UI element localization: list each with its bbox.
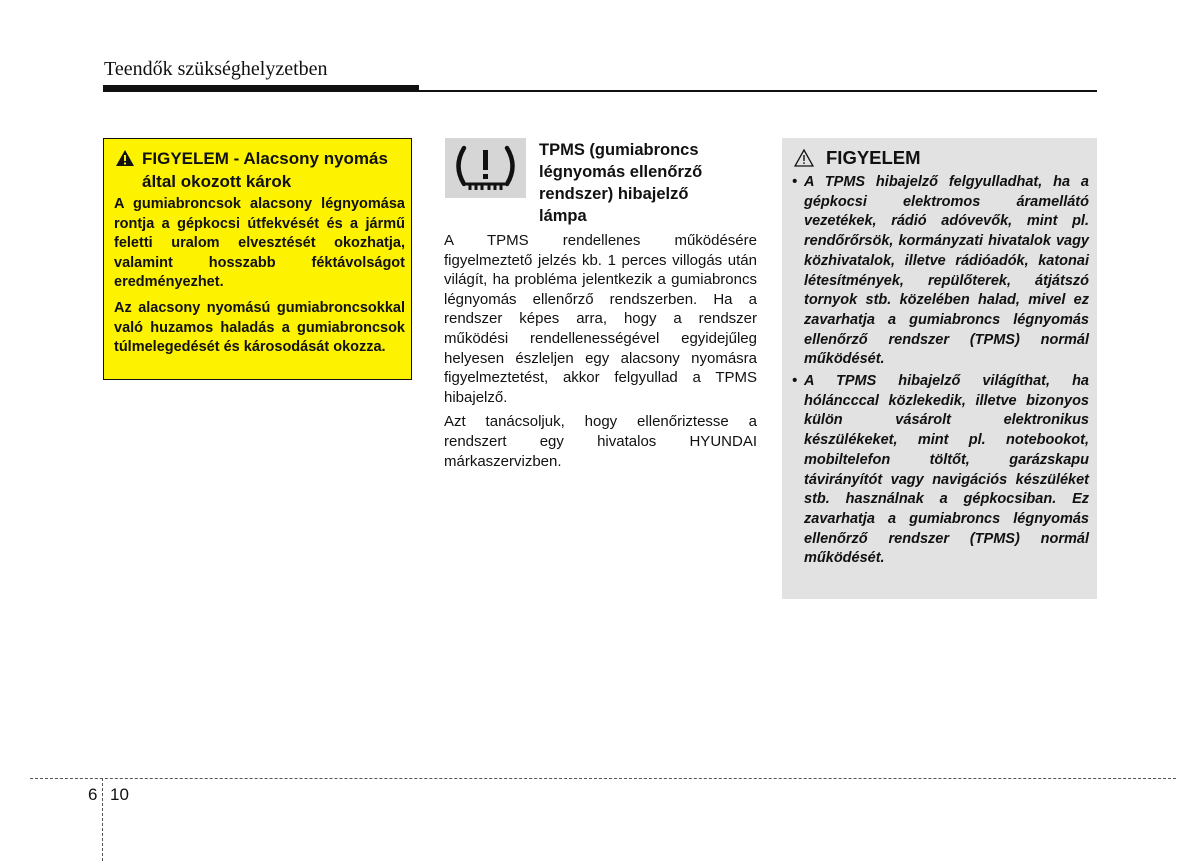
warning-paragraph: Az alacsony nyomású gumiabroncsokkal való huzamos haladás a gumiabroncsok túlmelegedését és károsodását okozza.: [114, 299, 405, 356]
chapter-number: 6: [88, 785, 98, 804]
warning-paragraph: A gumiabroncsok alacsony légnyomása rontja a gépkocsi útfekvését és a jármű feletti uralom elvesztését okozhatja, valamint hosszabb féktávolságot eredményezhet.: [114, 196, 405, 291]
warning-triangle-outline-icon: [794, 149, 814, 167]
page-number: 10: [110, 785, 129, 804]
warning-title: FIGYELEM: [826, 147, 921, 168]
list-item-text: A TPMS hibajelző felgyulladhat, ha a gépkocsi elektromos áramellátó vezetékek, rádió adóvevők, mint pl. rendőrőrsök, kormányzati hivatalok vagy közhivatalok, illetve rádióadók, katonai létesítmények, repülőterek, átjátszó tornyok stb. közelében halad, mivel ez zavarhatja a gumiabroncs légnyomás ellenőrző rendszer (TPMS) normál működését.: [804, 174, 1089, 368]
page-header-title: Teendők szükséghelyzetben: [104, 58, 328, 80]
warning-triangle-icon: [116, 150, 134, 166]
warning-title: [142, 147, 405, 193]
footer-dashed-rule: [30, 778, 1176, 779]
warning-box-low-pressure: [103, 138, 412, 380]
tpms-lamp-body: [444, 231, 757, 476]
bullet: •: [792, 174, 798, 190]
tpms-lamp-heading: TPMS (gumiabroncs légnyomás ellenőrző rendszer) hibajelző lámpa: [539, 141, 703, 225]
warning-box-header: [114, 147, 405, 193]
body-paragraph: A TPMS rendellenes működésére figyelmeztető jelzés kb. 1 perces villogás után világít, ha probléma jelentkezik a gumiabroncs légnyomás ellenőrző rendszerben. Ha a rendszer képes arra, hogy a rendszer működési rendellenességével egyidejűleg helyesen észleljen egy alacsony nyomásra figyelmeztetést, akkor felgyullad a TPMS hibajelző.: [444, 232, 757, 406]
warning-box-header: [792, 146, 1089, 170]
warning-box-tpms-interference: [782, 138, 1097, 599]
header-rule-thin: [419, 90, 1097, 92]
footer-dashed-divider: [102, 778, 103, 861]
tire-pressure-warning-icon: [445, 138, 526, 198]
list-item-text: A TPMS hibajelző világíthat, ha hóláncccal közlekedik, illetve bizonyos külön vásárolt elektronikus készülékeket, mint pl. notebookot, mobiltelefon töltőt, garázskapu távirányítót vagy navigációs készüléket stb. használnak a gépkocsiban. Ez zavarhatja a gumiabroncs légnyomás ellenőrző rendszer (TPMS) normál működését.: [804, 373, 1089, 567]
bullet: •: [792, 373, 798, 390]
warning-title-bold: FIGYELEM: [142, 149, 229, 168]
list-item: [792, 372, 1089, 569]
warning-title-rest: - Alacsony nyomás által okozott károk: [142, 149, 388, 191]
header-rule-thick: [103, 85, 419, 92]
list-item: [792, 173, 1089, 370]
body-paragraph: Azt tanácsoljuk, hogy ellenőriztesse a rendszert egy hivatalos HYUNDAI márkaszervizben.: [444, 413, 757, 470]
